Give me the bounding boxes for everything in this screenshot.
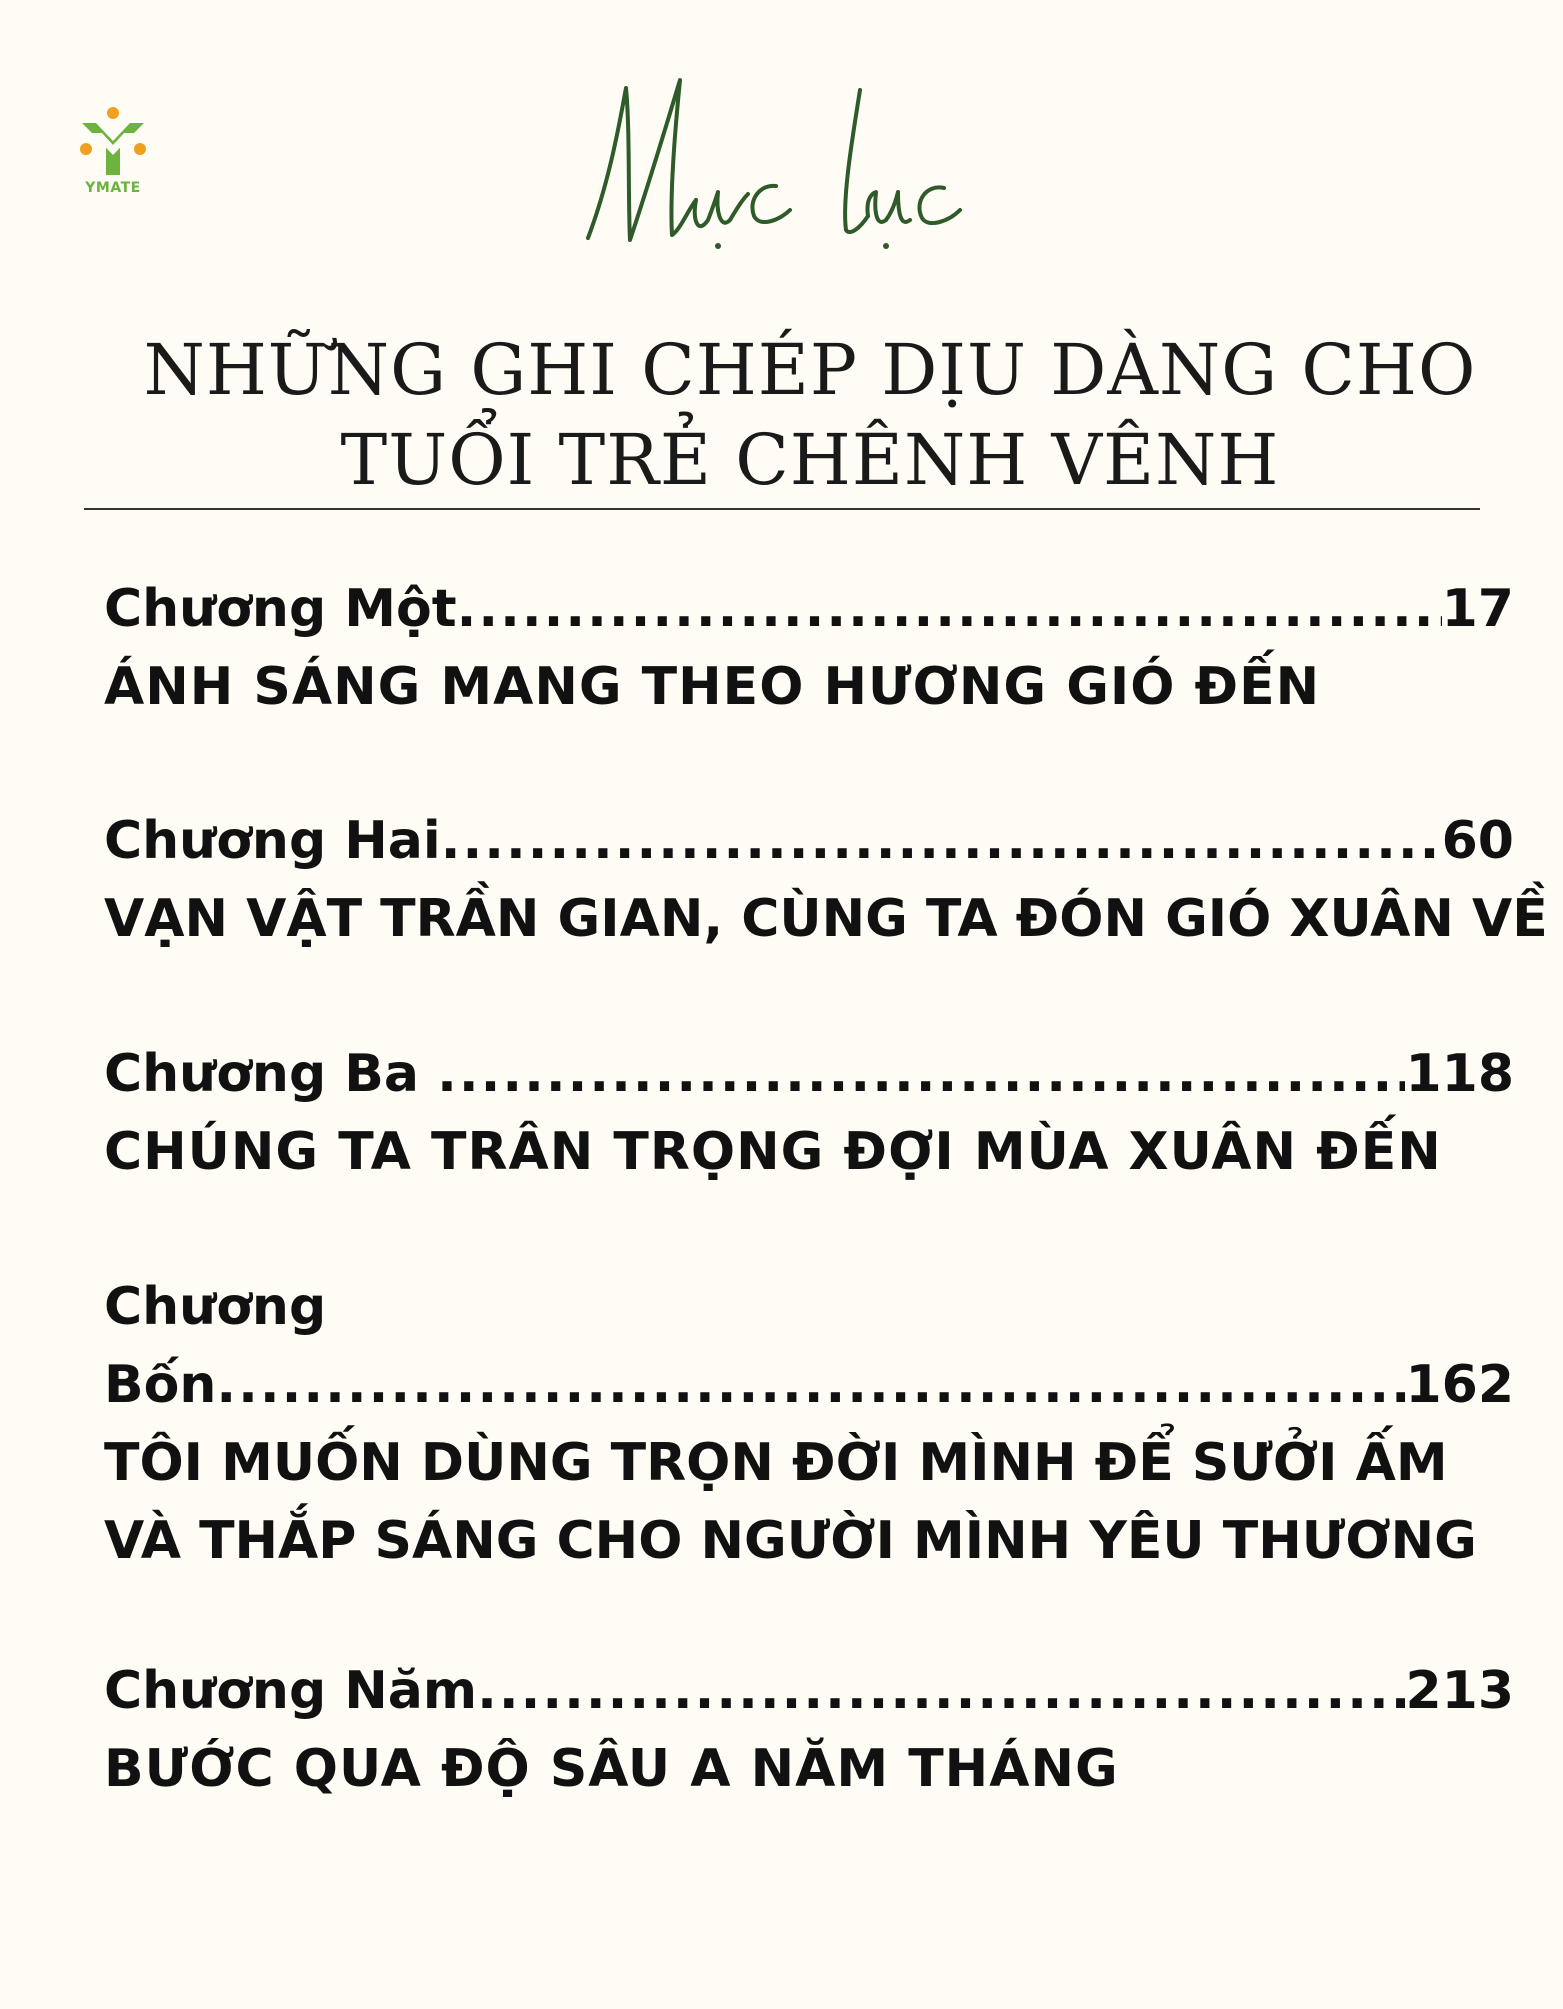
dot-leader xyxy=(216,1346,1405,1424)
toc-entry[interactable] xyxy=(104,570,1514,726)
page-number: 60 xyxy=(1441,811,1514,871)
chapter-name: Chương Hai xyxy=(104,811,441,871)
toc-entry[interactable] xyxy=(104,1652,1514,1808)
book-title xyxy=(90,325,1530,505)
toc-entry[interactable] xyxy=(104,802,1548,958)
chapter-subtitle: ÁNH SÁNG MANG THEO HƯƠNG GIÓ ĐẾN xyxy=(104,657,1321,717)
ymate-logo-icon xyxy=(78,105,148,177)
toc-entry[interactable] xyxy=(104,1035,1514,1191)
page-number: 17 xyxy=(1441,579,1514,639)
book-title-line1: NHỮNG GHI CHÉP DỊU DÀNG CHO xyxy=(143,329,1477,411)
chapter-name-line2: Bốn xyxy=(104,1355,217,1415)
chapter-subtitle: VẠN VẬT TRẦN GIAN, CÙNG TA ĐÓN GIÓ XUÂN VỀ xyxy=(104,889,1548,949)
chapter-subtitle: CHÚNG TA TRÂN TRỌNG ĐỢI MÙA XUÂN ĐẾN xyxy=(104,1122,1442,1182)
chapter-name: Chương Ba xyxy=(104,1044,438,1104)
toc-entry[interactable] xyxy=(104,1268,1514,1580)
logo-text: YMATE xyxy=(85,180,141,196)
divider-rule xyxy=(84,508,1480,510)
chapter-subtitle: TÔI MUỐN DÙNG TRỌN ĐỜI MÌNH ĐỂ SƯỞI ẤM VÀ THẮP SÁNG CHO NGƯỜI MÌNH YÊU THƯƠNG xyxy=(104,1433,1477,1571)
page-number: 162 xyxy=(1405,1355,1514,1415)
page-number: 118 xyxy=(1405,1044,1514,1104)
script-title xyxy=(570,60,1010,260)
chapter-name-line1: Chương xyxy=(104,1277,327,1337)
book-title-line2: TUỔI TRẺ CHÊNH VÊNH xyxy=(340,419,1280,501)
chapter-name: Chương Một xyxy=(104,579,457,639)
dot-leader xyxy=(457,570,1442,648)
chapter-subtitle: BƯỚC QUA ĐỘ SÂU A NĂM THÁNG xyxy=(104,1739,1119,1799)
page-number: 213 xyxy=(1405,1661,1514,1721)
dot-leader xyxy=(477,1652,1405,1730)
ymate-logo xyxy=(78,105,148,205)
dot-leader xyxy=(441,802,1442,880)
dot-leader xyxy=(437,1035,1405,1113)
chapter-name: Chương Năm xyxy=(104,1661,478,1721)
